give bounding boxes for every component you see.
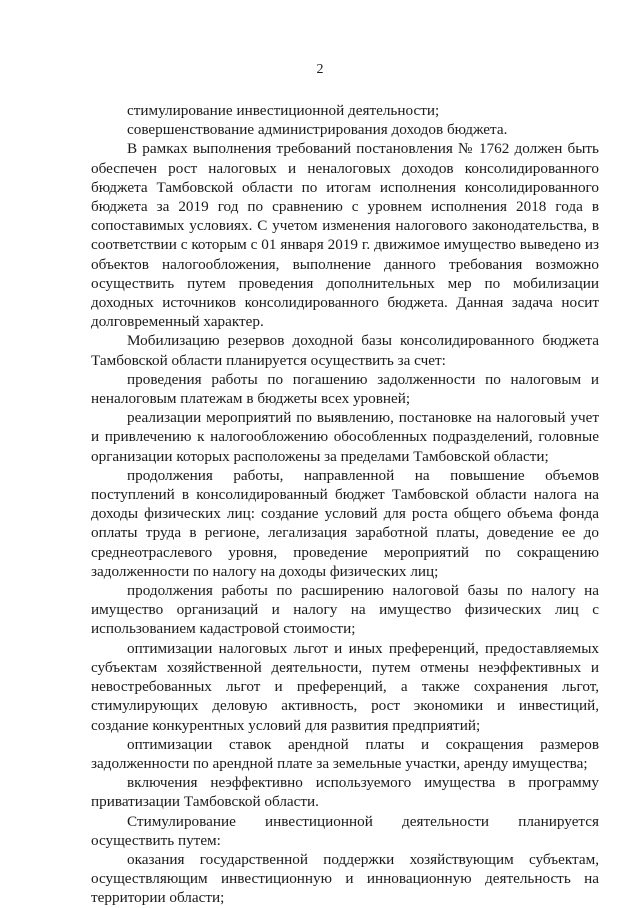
paragraph: Мобилизацию резервов доходной базы консолидированного бюджета Тамбовской области планируется осуществить за счет: (91, 332, 599, 369)
paragraph: стимулирование инвестиционной деятельности; (127, 102, 440, 119)
paragraph: оптимизации ставок арендной платы и сокращения размеров задолженности по арендной плате за земельные участки, аренду имущества; (91, 735, 599, 772)
paragraph: оптимизации налоговых льгот и иных преференций, предоставляемых субъектам хозяйственной деятельности, путем отмены неэффективных и невостребованных льгот и преференций, а также сохранения льгот, стимулирующих деловую активность, рост экономики и инвестиций, создание конкурентных условий для развития предприятий; (91, 639, 599, 734)
paragraph: В рамках выполнения требований постановления № 1762 должен быть обеспечен рост налоговых и неналоговых доходов консолидированного бюджета Тамбовской области по итогам исполнения консолидированного бюджета за 2019 год по сравнению с уровнем исполнения 2018 года в сопоставимых условиях. С учетом изменения налогового законодательства, в соответствии с которым с 01 января 2019 г. движимое имущество выведено из объектов налогообложения, выполнение данного требования возможно осуществить путем проведения дополнительных мер по мобилизации доходных источников консолидированного бюджета. Данная задача носит долговременный характер. (91, 140, 599, 331)
paragraph: продолжения работы, направленной на повышение объемов поступлений в консолидированный бюджет Тамбовской области налога на доходы физических лиц: создание условий для роста общего объема фонда оплаты труда в регионе, легализация заработной платы, доведение ее до среднеотраслевого уровня, проведение мероприятий по сокращению задолженности по налогу на доходы физических лиц; (91, 466, 599, 580)
paragraph: оказания государственной поддержки хозяйствующим субъектам, осуществляющим инвестиционную и инновационную деятельность на территории области; (91, 850, 599, 907)
paragraph: включения неэффективно используемого имущества в программу приватизации Тамбовской области. (91, 774, 599, 811)
paragraph: Стимулирование инвестиционной деятельности планируется осуществить путем: (91, 812, 599, 849)
paragraph: продолжения работы по расширению налоговой базы по налогу на имущество организаций и налогу на имущество физических лиц с использованием кадастровой стоимости; (91, 582, 599, 638)
paragraph: реализации мероприятий по выявлению, постановке на налоговый учет и привлечению к налогообложению обособленных подразделений, головные организации которых расположены за пределами Тамбовской области; (91, 409, 599, 465)
paragraph: проведения работы по погашению задолженности по налоговым и неналоговым платежам в бюджеты всех уровней; (91, 370, 599, 408)
document-body (91, 101, 599, 908)
page-number: 2 (316, 62, 324, 77)
paragraph: совершенствование администрирования доходов бюджета. (127, 121, 508, 139)
